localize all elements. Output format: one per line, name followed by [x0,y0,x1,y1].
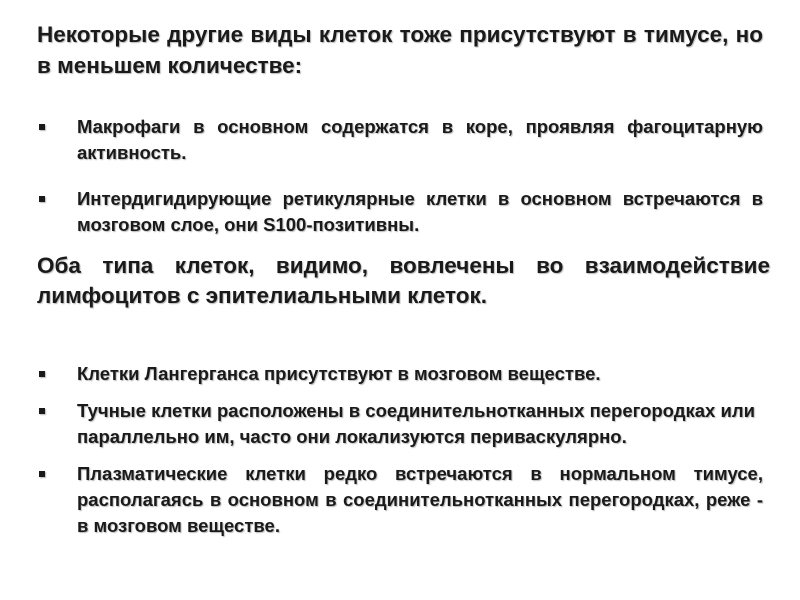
list-item-text: Макрофаги в основном содержатся в коре, проявляя фагоцитарную активность. [77,116,763,163]
section-1-list [77,114,763,258]
list-item-langerhans-cells [77,361,763,387]
list-item-text: Плазматические клетки редко встречаются в нормальном тимусе, располагаясь в основном в соединительнотканных перегородках, реже - в мозговом веществе. [77,463,763,536]
list-item-text: Тучные клетки расположены в соединительнотканных перегородках или параллельно им, часто они локализуются периваскулярно. [77,400,755,447]
section-1-heading: Некоторые другие виды клеток тоже присутствуют в тимусе, но в меньшем количестве: [37,22,763,78]
list-item-text: Клетки Лангерганса присутствуют в мозговом веществе. [77,363,601,384]
square-bullet-icon [39,471,45,477]
section-2-heading: Оба типа клеток, видимо, вовлечены во взаимодействие лимфоцитов с эпителиальными клеток. [37,253,770,308]
square-bullet-icon [39,124,45,130]
square-bullet-icon [39,371,45,377]
section-2-list [77,361,763,550]
list-item-plasma-cells [77,461,763,539]
list-item-mast-cells [77,398,755,450]
list-item-text: Интердигидирующие ретикулярные клетки в основном встречаются в мозговом слое, они S100-позитивны. [77,188,763,235]
square-bullet-icon [39,196,45,202]
square-bullet-icon [39,408,45,414]
list-item-macrophages [77,114,763,166]
list-item-interdigitating-cells [77,186,763,238]
